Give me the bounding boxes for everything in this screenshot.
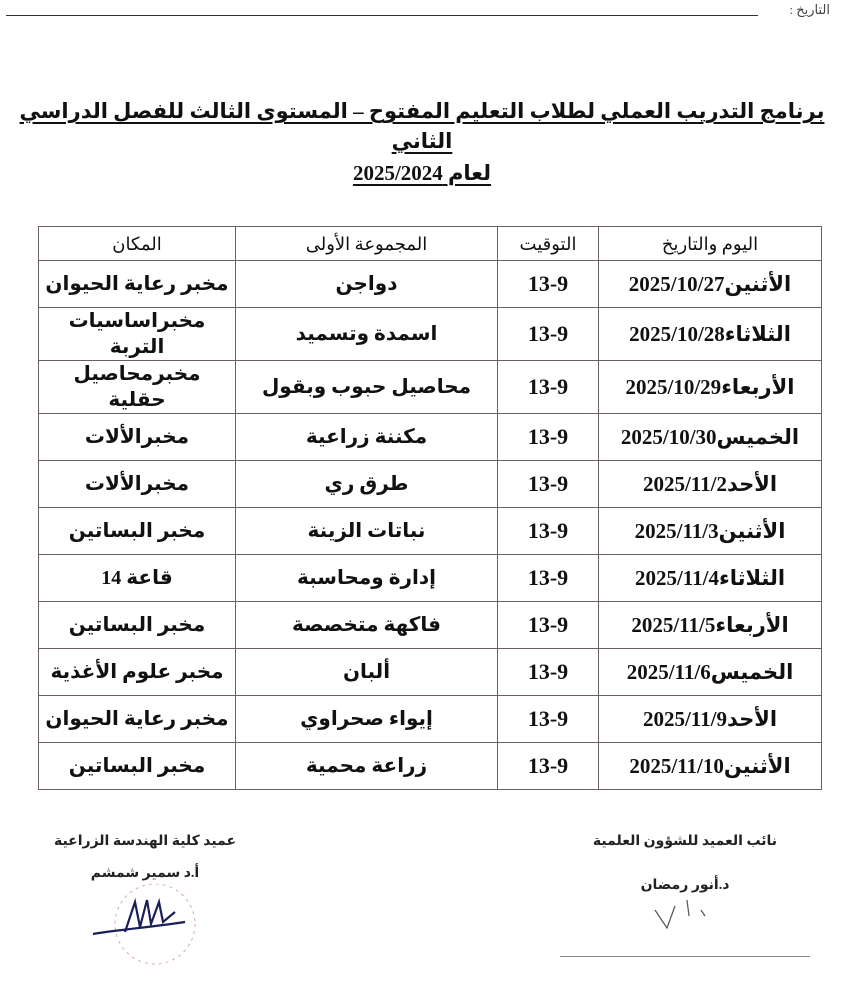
cell-group: طرق ري <box>236 461 498 508</box>
column-header-day-date: اليوم والتاريخ <box>599 227 822 261</box>
cell-group: إيواء صحراوي <box>236 696 498 743</box>
cell-time: 13-9 <box>498 696 599 743</box>
table-row <box>39 461 822 508</box>
cell-time: 13-9 <box>498 602 599 649</box>
document-title <box>14 96 830 156</box>
table-row <box>39 261 822 308</box>
cell-place: مخبر البساتين <box>39 743 236 790</box>
cell-day-date: الأربعاء2025/10/29 <box>599 361 822 414</box>
cell-place: مخبر علوم الأغذية <box>39 649 236 696</box>
vice-dean-signature-block <box>560 832 810 957</box>
cell-place: مخبر رعاية الحيوان <box>39 261 236 308</box>
dean-name: أ.د سمير شمشم <box>90 866 200 881</box>
cell-day-date: الأربعاء2025/11/5 <box>599 602 822 649</box>
column-header-place: المكان <box>39 227 236 261</box>
date-header <box>0 0 844 30</box>
cell-day-date: الأحد2025/11/9 <box>599 696 822 743</box>
vice-dean-signature <box>645 896 725 930</box>
dean-signature-block <box>30 832 260 974</box>
signatures-area <box>0 832 844 982</box>
cell-day-date: الخميس2025/11/6 <box>599 649 822 696</box>
cell-group: دواجن <box>236 261 498 308</box>
table-row <box>39 743 822 790</box>
cell-group: محاصيل حبوب وبقول <box>236 361 498 414</box>
cell-place: مخبر البساتين <box>39 508 236 555</box>
cell-time: 13-9 <box>498 261 599 308</box>
cell-day-date: الثلاثاء2025/10/28 <box>599 308 822 361</box>
cell-day-date: الخميس2025/10/30 <box>599 414 822 461</box>
cell-time: 13-9 <box>498 508 599 555</box>
column-header-time: التوقيت <box>498 227 599 261</box>
schedule-table-wrapper <box>38 226 822 790</box>
document-subtitle <box>14 158 830 188</box>
cell-time: 13-9 <box>498 461 599 508</box>
cell-day-date: الأثنين2025/11/10 <box>599 743 822 790</box>
dean-title: عميد كلية الهندسة الزراعية <box>53 834 237 849</box>
title-line-1: برنامج التدريب العملي لطلاب التعليم المفتوح – المستوى الثالث للفصل الدراسي الثاني <box>19 99 825 153</box>
cell-day-date: الأثنين2025/10/27 <box>599 261 822 308</box>
cell-day-date: الثلاثاء2025/11/4 <box>599 555 822 602</box>
cell-day-date: الأثنين2025/11/3 <box>599 508 822 555</box>
table-header-row <box>39 227 822 261</box>
cell-group: فاكهة متخصصة <box>236 602 498 649</box>
table-row <box>39 696 822 743</box>
cell-time: 13-9 <box>498 414 599 461</box>
document-title-block <box>14 96 830 188</box>
table-row <box>39 308 822 361</box>
cell-place: مخبرمحاصيل حقلية <box>39 361 236 414</box>
cell-day-date: الأحد2025/11/2 <box>599 461 822 508</box>
table-row <box>39 555 822 602</box>
table-row <box>39 649 822 696</box>
cell-place: مخبرالألات <box>39 461 236 508</box>
cell-place: قاعة 14 <box>39 555 236 602</box>
signature-line <box>560 956 810 957</box>
schedule-table <box>38 226 822 790</box>
table-row <box>39 361 822 414</box>
cell-group: نباتات الزينة <box>236 508 498 555</box>
cell-time: 13-9 <box>498 649 599 696</box>
cell-time: 13-9 <box>498 555 599 602</box>
table-row <box>39 508 822 555</box>
title-line-2: لعام 2025/2024 <box>352 161 492 185</box>
cell-place: مخبراساسيات التربة <box>39 308 236 361</box>
cell-group: زراعة محمية <box>236 743 498 790</box>
cell-place: مخبر البساتين <box>39 602 236 649</box>
dean-signature-and-stamp <box>75 884 215 974</box>
vice-dean-title: نائب العميد للشؤون العلمية <box>592 834 778 849</box>
cell-group: إدارة ومحاسبة <box>236 555 498 602</box>
table-row <box>39 602 822 649</box>
cell-group: ألبان <box>236 649 498 696</box>
cell-time: 13-9 <box>498 743 599 790</box>
date-blank-line <box>6 15 758 16</box>
table-row <box>39 414 822 461</box>
vice-dean-name: د.أنور رمضان <box>640 878 730 893</box>
date-label: التاريخ : <box>789 2 830 17</box>
cell-place: مخبر رعاية الحيوان <box>39 696 236 743</box>
column-header-group: المجموعة الأولى <box>236 227 498 261</box>
cell-group: مكننة زراعية <box>236 414 498 461</box>
cell-place: مخبرالألات <box>39 414 236 461</box>
cell-group: اسمدة وتسميد <box>236 308 498 361</box>
cell-time: 13-9 <box>498 361 599 414</box>
cell-time: 13-9 <box>498 308 599 361</box>
